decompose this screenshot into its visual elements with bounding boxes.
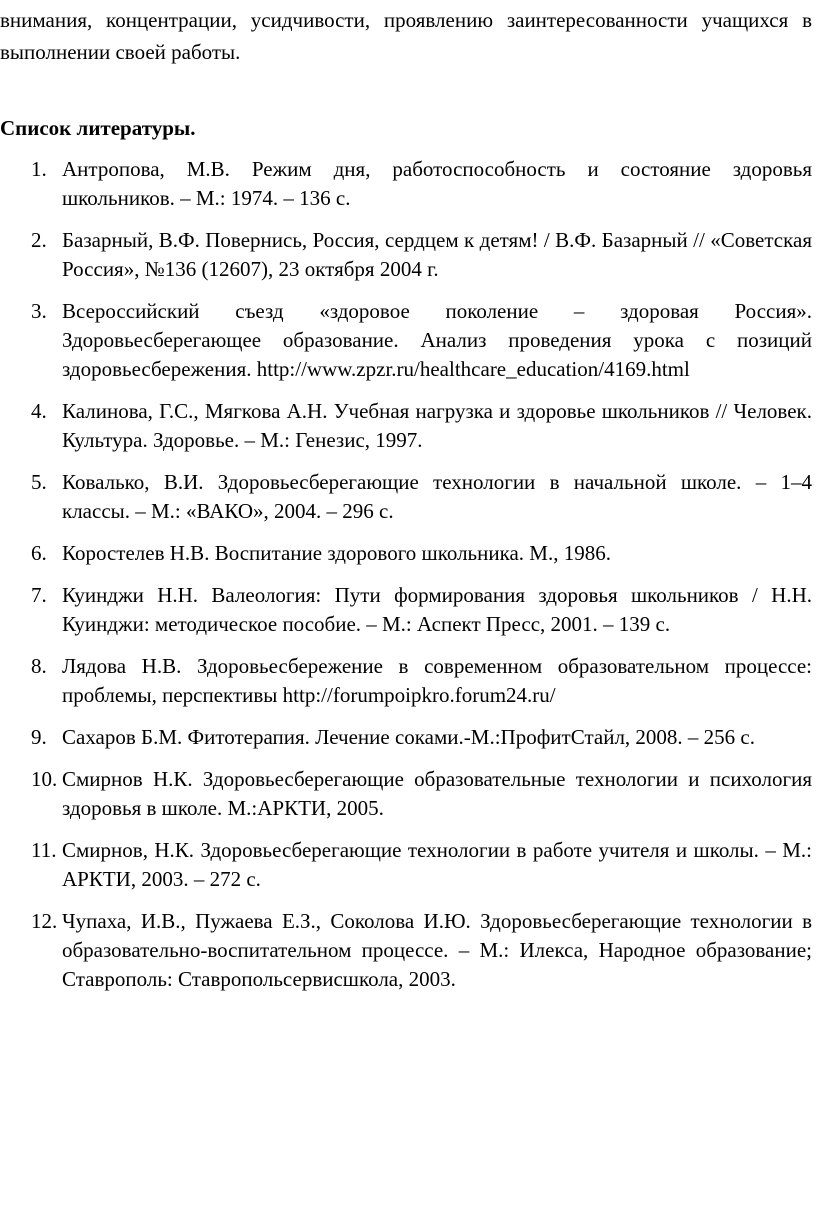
reference-text: Всероссийский съезд «здоровое поколение – здоровая Россия». Здоровьесберегающее образование. Анализ проведения урока с позиций здоровьесбережения. http://www.zpzr.ru/healthcare_education/4169.html bbox=[62, 299, 812, 381]
reference-item bbox=[0, 155, 812, 213]
reference-number: 3. bbox=[31, 299, 47, 323]
reference-number: 8. bbox=[31, 654, 47, 678]
reference-text: Базарный, В.Ф. Повернись, Россия, сердцем к детям! / В.Ф. Базарный // «Советская Россия», №136 (12607), 23 октября 2004 г. bbox=[62, 228, 812, 281]
reference-item bbox=[0, 226, 812, 284]
reference-number: 6. bbox=[31, 541, 47, 565]
reference-text: Лядова Н.В. Здоровьесбережение в современном образовательном процессе: проблемы, перспективы http://forumpoipkro.forum24.ru/ bbox=[62, 654, 812, 707]
reference-item bbox=[0, 652, 812, 710]
reference-number: 9. bbox=[31, 725, 47, 749]
reference-item bbox=[0, 539, 812, 568]
reference-item bbox=[0, 581, 812, 639]
reference-text: Коростелев Н.В. Воспитание здорового школьника. М., 1986. bbox=[62, 541, 611, 565]
reference-item bbox=[0, 836, 812, 894]
reference-text: Ковалько, В.И. Здоровьесберегающие технологии в начальной школе. – 1–4 классы. – М.: «ВАКО», 2004. – 296 с. bbox=[62, 470, 812, 523]
reference-item bbox=[0, 907, 812, 994]
reference-number: 2. bbox=[31, 228, 47, 252]
reference-number: 1. bbox=[31, 157, 47, 181]
reference-text: Куинджи Н.Н. Валеология: Пути формирования здоровья школьников / Н.Н. Куинджи: методическое пособие. – М.: Аспект Пресс, 2001. – 139 с. bbox=[62, 583, 812, 636]
reference-text: Антропова, М.В. Режим дня, работоспособность и состояние здоровья школьников. – М.: 1974. – 136 с. bbox=[62, 157, 812, 210]
reference-item bbox=[0, 723, 812, 752]
bibliography-list bbox=[0, 155, 812, 1007]
reference-text: Калинова, Г.С., Мягкова А.Н. Учебная нагрузка и здоровье школьников // Человек. Культура. Здоровье. – М.: Генезис, 1997. bbox=[62, 399, 812, 452]
reference-text: Смирнов Н.К. Здоровьесберегающие образовательные технологии и психология здоровья в школе. М.:АРКТИ, 2005. bbox=[62, 767, 812, 820]
reference-number: 12. bbox=[31, 909, 58, 933]
reference-item bbox=[0, 297, 812, 384]
reference-number: 5. bbox=[31, 470, 47, 494]
reference-text: Смирнов, Н.К. Здоровьесберегающие технологии в работе учителя и школы. – М.: АРКТИ, 2003. – 272 с. bbox=[62, 838, 812, 891]
reference-item bbox=[0, 397, 812, 455]
reference-text: Сахаров Б.М. Фитотерапия. Лечение соками.-М.:ПрофитСтайл, 2008. – 256 с. bbox=[62, 725, 755, 749]
bibliography-heading: Список литературы. bbox=[0, 116, 196, 140]
intro-paragraph: внимания, концентрации, усидчивости, проявлению заинтересованности учащихся в выполнении своей работы. bbox=[0, 8, 812, 64]
reference-number: 7. bbox=[31, 583, 47, 607]
reference-number: 4. bbox=[31, 399, 47, 423]
reference-number: 11. bbox=[31, 838, 57, 862]
reference-number: 10. bbox=[31, 767, 58, 791]
reference-item bbox=[0, 468, 812, 526]
reference-text: Чупаха, И.В., Пужаева Е.З., Соколова И.Ю. Здоровьесберегающие технологии в образовательно-воспитательном процессе. – М.: Илекса, Народное образование; Ставрополь: Ставропольсервисшкола, 2003. bbox=[62, 909, 812, 991]
reference-item bbox=[0, 765, 812, 823]
